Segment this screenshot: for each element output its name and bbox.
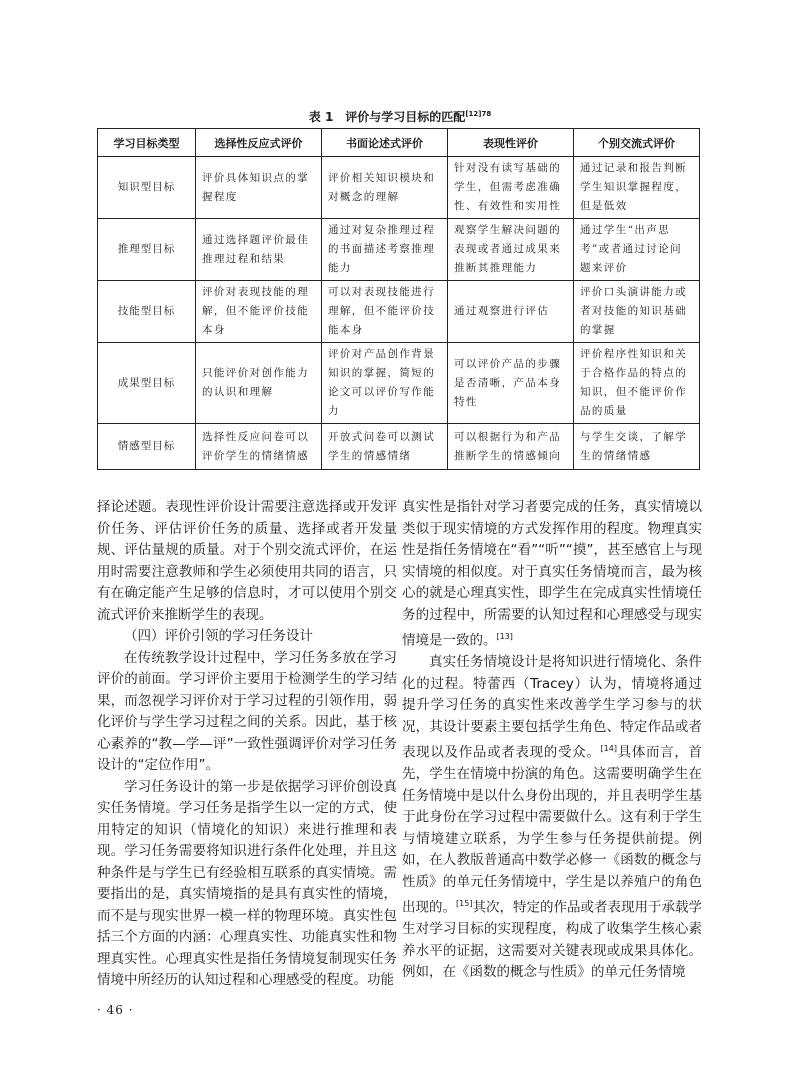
table-cell: 评价程序性知识和关于合格作品的特点的知识，但不能评价作品的质量 — [574, 343, 700, 424]
assessment-matching-table — [97, 128, 700, 470]
body-paragraph: 学习任务设计的第一步是依据学习评价创设真实任务情境。学习任务是指学生以一定的方式，使用特定的知识（情境化的知识）来进行推理和表现。学习任务需要将知识进行条件化处理，并且这种条件是与学生已有经验相互联系的真实情境。需要指出的是，真实情境指的是具有真实性的情境，而不是与现实世界一模一样的物理环境。真实性包括三个方面的内涵：心理真实性、功能真实性和物理真实性。心理真实性是指任务情境复制现实任务情境中所经历的认知过程和心理感受的程度。功能 — [97, 778, 397, 988]
body-paragraph — [402, 652, 702, 984]
header-selected-response: 选择性反应式评价 — [196, 129, 322, 157]
table-cell: 开放式问卷可以测试学生的情感情绪 — [322, 424, 448, 470]
table-cell: 只能评价对创作能力的认识和理解 — [196, 343, 322, 424]
table-cell: 选择性反应问卷可以评价学生的情绪情感 — [196, 424, 322, 470]
table-cell: 评价口头演讲能力或者对技能的知识基础的掌握 — [574, 281, 700, 343]
table-cell: 可以对表现技能进行理解，但不能评价技能本身 — [322, 281, 448, 343]
table-cell: 通过记录和报告判断学生知识掌握程度，但是低效 — [574, 157, 700, 219]
page-number: · 46 · — [97, 1003, 134, 1017]
table-cell: 评价具体知识点的掌握程度 — [196, 157, 322, 219]
table-cell: 评价相关知识模块和对概念的理解 — [322, 157, 448, 219]
row-goal-type: 知识型目标 — [98, 157, 196, 219]
table-cell: 观察学生解决问题的表现或者通过成果来推断其推理能力 — [448, 219, 574, 281]
body-paragraph: 择论述题。表现性评价设计需要注意选择或开发评价任务、评估评价任务的质量、选择或者开发量规、评估量规的质量。对于个别交流式评价，在运用时需要注意教师和学生必须使用共同的语言，只有在确定能产生足够的信息时，才可以使用个别交流式评价来推断学生的表现。 — [97, 499, 397, 623]
table-cell: 通过选择题评价最佳推理过程和结果 — [196, 219, 322, 281]
table-cell: 通过观察进行评估 — [448, 281, 574, 343]
table-row — [98, 281, 700, 343]
table-row — [98, 157, 700, 219]
table-cell: 评价对表现技能的理解，但不能评价技能本身 — [196, 281, 322, 343]
section-heading: （四）评价引领的学习任务设计 — [124, 628, 313, 644]
paragraph-text: 具体而言，首先，学生在情境中扮演的角色。这需要明确学生在任务情境中是以什么身份出现的，并且表明学生基于此身份在学习过程中需要做什么。这有利于学生与情境建立联系，为学生参与任务提供前提。例如，在人教版普通高中数学必修一《函数的概念与性质》的单元任务情境中，学生是以养殖户的角色出现的。 — [402, 744, 703, 916]
body-paragraph — [402, 497, 702, 652]
row-goal-type: 情感型目标 — [98, 424, 196, 470]
right-text-column — [402, 497, 702, 984]
header-personal-communication: 个别交流式评价 — [574, 129, 700, 157]
left-text-column — [97, 497, 397, 992]
table-header-row — [98, 129, 700, 157]
citation-marker: [15] — [456, 899, 473, 908]
citation-marker: [13] — [496, 632, 513, 641]
paragraph-text: 真实性是指针对学习者要完成的任务，真实情境以类似于现实情境的方式发挥作用的程度。物理真实性是指任务情境在“看”“听”“摸”，甚至感官上与现实情境的相似度。对于真实任务情境而言，最为核心的就是心理真实性，即学生在完成真实性情境任务的过程中，所需要的认知过程和心理感受与现实情境是一致的。 — [402, 499, 702, 649]
table-cell: 针对没有读写基础的学生，但需考虑准确性、有效性和实用性 — [448, 157, 574, 219]
table-cell: 通过对复杂推理过程的书面描述考察推理能力 — [322, 219, 448, 281]
header-performance: 表现性评价 — [448, 129, 574, 157]
table-cell: 可以根据行为和产品推断学生的情感倾向 — [448, 424, 574, 470]
table-row — [98, 424, 700, 470]
header-goal-type: 学习目标类型 — [98, 129, 196, 157]
table-caption-citation: [12]78 — [465, 110, 492, 118]
header-written-response: 书面论述式评价 — [322, 129, 448, 157]
table-row — [98, 219, 700, 281]
table-cell: 通过学生“出声思考”或者通过讨论问题来评价 — [574, 219, 700, 281]
body-paragraph: 在传统教学设计过程中，学习任务多放在学习评价的前面。学习评价主要用于检测学生的学习结果，而忽视学习评价对于学习过程的引领作用，弱化评价与学生学习过程之间的关系。因此，基于核心素养的“教—学—评”一致性强调评价对学习任务设计的“定位作用”。 — [97, 649, 397, 773]
table-cell: 可以评价产品的步骤是否清晰，产品本身特性 — [448, 343, 574, 424]
row-goal-type: 成果型目标 — [98, 343, 196, 424]
row-goal-type: 推理型目标 — [98, 219, 196, 281]
citation-marker: [14] — [600, 744, 617, 753]
paragraph-text: 真实任务情境设计是将知识进行情境化、条件化的过程。特蕾西（Tracey）认为，情境将通过提升学习任务的真实性来改善学生学习参与的状况，其设计要素主要包括学生角色、特定作品或者表现以及作品或者表现的受众。 — [402, 654, 702, 761]
paragraph-text: 其次，特定的作品或者表现用于承载学生对学习目标的实现程度，构成了收集学生核心素养水平的证据，这需要对关键表现或成果具体化。例如，在《函数的概念与性质》的单元任务情境 — [402, 899, 703, 980]
table-caption-text: 表 1 评价与学习目标的匹配 — [308, 110, 466, 124]
table-cell: 评价对产品创作背景知识的掌握，简短的论文可以评价写作能力 — [322, 343, 448, 424]
table-caption — [0, 108, 800, 125]
table-row — [98, 343, 700, 424]
row-goal-type: 技能型目标 — [98, 281, 196, 343]
table-cell: 与学生交谈，了解学生的情绪情感 — [574, 424, 700, 470]
